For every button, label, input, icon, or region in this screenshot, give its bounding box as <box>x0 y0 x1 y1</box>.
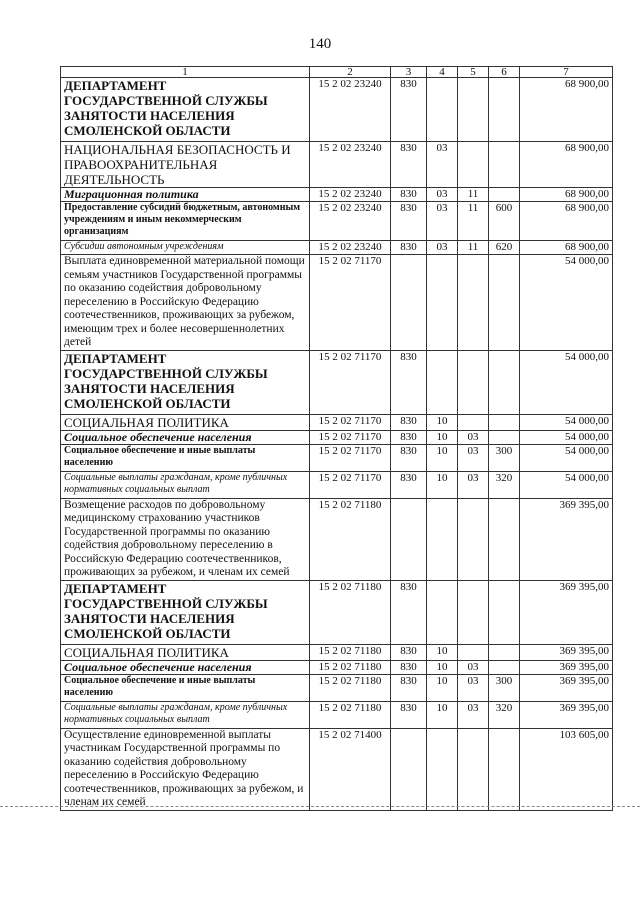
budget-table <box>60 66 613 811</box>
row-name: НАЦИОНАЛЬНАЯ БЕЗОПАСНОСТЬ И ПРАВООХРАНИТЕЛЬНАЯ ДЕЯТЕЛЬНОСТЬ <box>61 142 310 188</box>
row-col6: 300 <box>489 444 520 471</box>
row-col4: 10 <box>427 444 458 471</box>
row-col4: 10 <box>427 660 458 674</box>
row-name: СОЦИАЛЬНАЯ ПОЛИТИКА <box>61 414 310 430</box>
row-col3: 830 <box>391 241 427 255</box>
row-col5: 11 <box>458 241 489 255</box>
row-code: 15 2 02 71180 <box>310 660 391 674</box>
row-col3 <box>391 255 427 351</box>
row-col3 <box>391 728 427 810</box>
table-row <box>61 188 613 202</box>
row-col5: 03 <box>458 430 489 444</box>
column-header: 6 <box>489 67 520 78</box>
row-col4: 10 <box>427 430 458 444</box>
row-col3: 830 <box>391 142 427 188</box>
table-row <box>61 701 613 728</box>
row-col3: 830 <box>391 430 427 444</box>
row-col3: 830 <box>391 202 427 241</box>
row-col6: 320 <box>489 471 520 498</box>
row-col4: 10 <box>427 471 458 498</box>
row-col6 <box>489 580 520 644</box>
row-col4 <box>427 255 458 351</box>
table-row <box>61 202 613 241</box>
row-code: 15 2 02 71180 <box>310 674 391 701</box>
row-amount: 369 395,00 <box>520 660 613 674</box>
row-amount: 68 900,00 <box>520 142 613 188</box>
row-col4: 03 <box>427 142 458 188</box>
row-code: 15 2 02 23240 <box>310 202 391 241</box>
table-row <box>61 255 613 351</box>
row-name: Предоставление субсидий бюджетным, автономным учреждениям и иным некоммерческим организациям <box>61 202 310 241</box>
row-col6 <box>489 430 520 444</box>
row-col5 <box>458 255 489 351</box>
table-row <box>61 644 613 660</box>
row-col6 <box>489 644 520 660</box>
table-row <box>61 498 613 580</box>
column-header: 5 <box>458 67 489 78</box>
row-amount: 68 900,00 <box>520 78 613 142</box>
table-row <box>61 430 613 444</box>
row-col4 <box>427 498 458 580</box>
column-header: 2 <box>310 67 391 78</box>
row-code: 15 2 02 71180 <box>310 644 391 660</box>
row-amount: 103 605,00 <box>520 728 613 810</box>
row-code: 15 2 02 23240 <box>310 241 391 255</box>
page-edge-divider <box>0 806 640 807</box>
row-amount: 369 395,00 <box>520 498 613 580</box>
row-name: СОЦИАЛЬНАЯ ПОЛИТИКА <box>61 644 310 660</box>
row-col6: 300 <box>489 674 520 701</box>
row-col4 <box>427 728 458 810</box>
row-col5: 03 <box>458 471 489 498</box>
row-col4: 10 <box>427 644 458 660</box>
row-col5: 03 <box>458 444 489 471</box>
row-col3: 830 <box>391 674 427 701</box>
row-name: ДЕПАРТАМЕНТ ГОСУДАРСТВЕННОЙ СЛУЖБЫ ЗАНЯТОСТИ НАСЕЛЕНИЯ СМОЛЕНСКОЙ ОБЛАСТИ <box>61 78 310 142</box>
column-header: 3 <box>391 67 427 78</box>
row-col4: 10 <box>427 414 458 430</box>
row-code: 15 2 02 71170 <box>310 255 391 351</box>
table-header-row <box>61 67 613 78</box>
row-col5: 11 <box>458 202 489 241</box>
row-amount: 54 000,00 <box>520 471 613 498</box>
row-col6 <box>489 188 520 202</box>
row-code: 15 2 02 71400 <box>310 728 391 810</box>
row-col5: 03 <box>458 674 489 701</box>
row-col3: 830 <box>391 644 427 660</box>
row-col5 <box>458 498 489 580</box>
column-header: 1 <box>61 67 310 78</box>
table-body <box>61 78 613 811</box>
table-row <box>61 728 613 810</box>
row-amount: 54 000,00 <box>520 444 613 471</box>
row-col4: 03 <box>427 202 458 241</box>
row-col4 <box>427 78 458 142</box>
row-name: Социальное обеспечение и иные выплаты населению <box>61 444 310 471</box>
row-amount: 54 000,00 <box>520 430 613 444</box>
row-col3: 830 <box>391 660 427 674</box>
row-code: 15 2 02 71170 <box>310 444 391 471</box>
table-row <box>61 350 613 414</box>
table-row <box>61 78 613 142</box>
row-col3: 830 <box>391 701 427 728</box>
row-col6 <box>489 78 520 142</box>
row-col5: 03 <box>458 660 489 674</box>
row-col4: 10 <box>427 701 458 728</box>
row-code: 15 2 02 71170 <box>310 350 391 414</box>
row-name: Выплата единовременной материальной помощи семьям участников Государственной программы по оказанию содействия добровольному переселению в Российскую Федерацию соотечественников, проживающих за рубежом, имеющим трех и более несовершеннолетних детей <box>61 255 310 351</box>
row-col3: 830 <box>391 414 427 430</box>
row-col6 <box>489 350 520 414</box>
row-code: 15 2 02 23240 <box>310 142 391 188</box>
row-col5: 03 <box>458 701 489 728</box>
row-code: 15 2 02 71170 <box>310 471 391 498</box>
row-name: Возмещение расходов по добровольному медицинскому страхованию участников Государственной программы по оказанию содействия добровольному переселению в Российскую Федерацию соотечественников, проживающих за рубежом, и членам их семей <box>61 498 310 580</box>
row-col6 <box>489 142 520 188</box>
row-col5 <box>458 644 489 660</box>
row-name: Субсидии автономным учреждениям <box>61 241 310 255</box>
row-col4: 03 <box>427 241 458 255</box>
row-col3 <box>391 498 427 580</box>
row-amount: 369 395,00 <box>520 701 613 728</box>
row-col3: 830 <box>391 188 427 202</box>
row-col3: 830 <box>391 471 427 498</box>
column-header: 4 <box>427 67 458 78</box>
row-code: 15 2 02 23240 <box>310 188 391 202</box>
table-row <box>61 142 613 188</box>
row-code: 15 2 02 71170 <box>310 430 391 444</box>
row-amount: 68 900,00 <box>520 202 613 241</box>
table-row <box>61 580 613 644</box>
row-name: Социальное обеспечение и иные выплаты населению <box>61 674 310 701</box>
row-name: Социальные выплаты гражданам, кроме публичных нормативных социальных выплат <box>61 701 310 728</box>
row-amount: 369 395,00 <box>520 674 613 701</box>
column-header: 7 <box>520 67 613 78</box>
row-col6 <box>489 728 520 810</box>
row-col3: 830 <box>391 350 427 414</box>
row-name: Миграционная политика <box>61 188 310 202</box>
table-row <box>61 674 613 701</box>
row-col4: 10 <box>427 674 458 701</box>
row-name: Осуществление единовременной выплаты участникам Государственной программы по оказанию содействия добровольному переселению в Российскую Федерацию соотечественников, проживающих за рубежом, и членам их семей <box>61 728 310 810</box>
row-name: ДЕПАРТАМЕНТ ГОСУДАРСТВЕННОЙ СЛУЖБЫ ЗАНЯТОСТИ НАСЕЛЕНИЯ СМОЛЕНСКОЙ ОБЛАСТИ <box>61 350 310 414</box>
table-row <box>61 414 613 430</box>
table-row <box>61 660 613 674</box>
row-col5 <box>458 414 489 430</box>
row-name: Социальное обеспечение населения <box>61 430 310 444</box>
row-amount: 369 395,00 <box>520 580 613 644</box>
table-row <box>61 444 613 471</box>
row-col6 <box>489 660 520 674</box>
row-col6: 600 <box>489 202 520 241</box>
row-amount: 54 000,00 <box>520 414 613 430</box>
row-amount: 369 395,00 <box>520 644 613 660</box>
row-col4: 03 <box>427 188 458 202</box>
row-col5 <box>458 580 489 644</box>
row-name: ДЕПАРТАМЕНТ ГОСУДАРСТВЕННОЙ СЛУЖБЫ ЗАНЯТОСТИ НАСЕЛЕНИЯ СМОЛЕНСКОЙ ОБЛАСТИ <box>61 580 310 644</box>
row-col4 <box>427 350 458 414</box>
row-amount: 54 000,00 <box>520 350 613 414</box>
row-col3: 830 <box>391 580 427 644</box>
row-code: 15 2 02 71180 <box>310 701 391 728</box>
row-col6: 320 <box>489 701 520 728</box>
row-col6: 620 <box>489 241 520 255</box>
row-col5 <box>458 350 489 414</box>
page-number: 140 <box>308 36 332 52</box>
row-amount: 54 000,00 <box>520 255 613 351</box>
row-code: 15 2 02 71180 <box>310 580 391 644</box>
row-col5 <box>458 78 489 142</box>
row-col3: 830 <box>391 444 427 471</box>
row-col3: 830 <box>391 78 427 142</box>
row-name: Социальное обеспечение населения <box>61 660 310 674</box>
table-row <box>61 471 613 498</box>
row-col4 <box>427 580 458 644</box>
row-code: 15 2 02 71180 <box>310 498 391 580</box>
row-code: 15 2 02 23240 <box>310 78 391 142</box>
row-name: Социальные выплаты гражданам, кроме публичных нормативных социальных выплат <box>61 471 310 498</box>
row-col6 <box>489 255 520 351</box>
row-col6 <box>489 414 520 430</box>
row-amount: 68 900,00 <box>520 241 613 255</box>
row-col5 <box>458 728 489 810</box>
row-code: 15 2 02 71170 <box>310 414 391 430</box>
row-amount: 68 900,00 <box>520 188 613 202</box>
row-col5 <box>458 142 489 188</box>
row-col5: 11 <box>458 188 489 202</box>
row-col6 <box>489 498 520 580</box>
table-row <box>61 241 613 255</box>
